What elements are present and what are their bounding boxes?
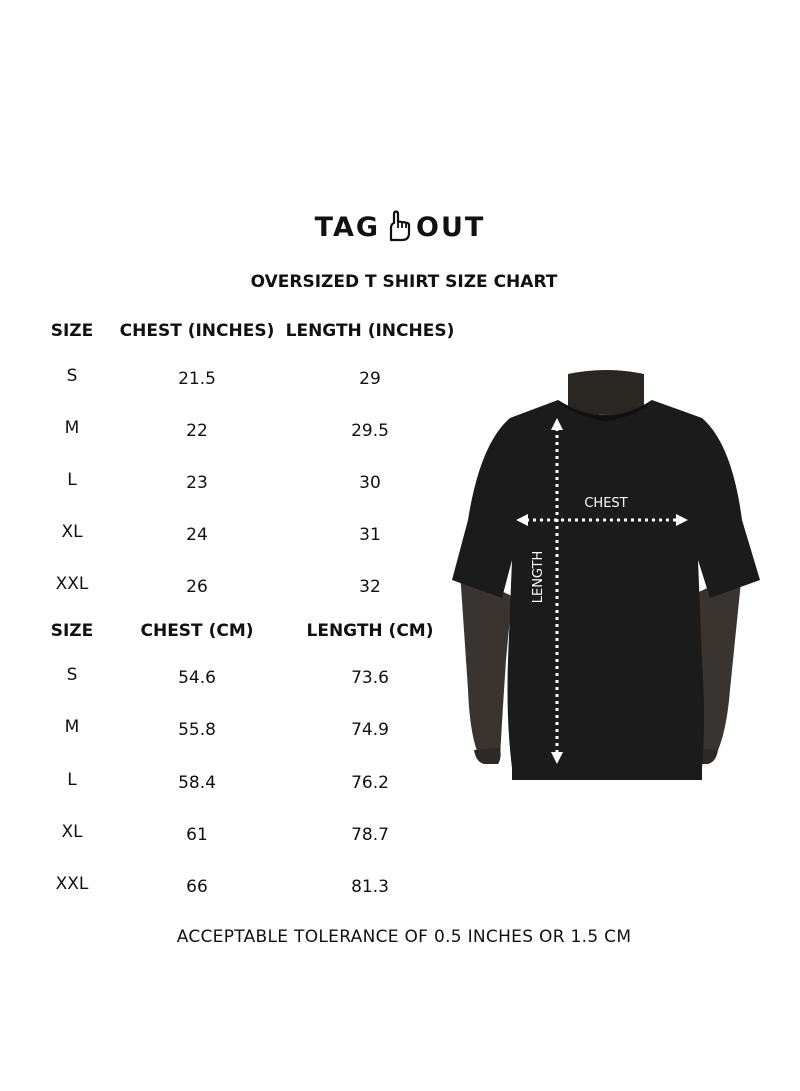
size-cell: L xyxy=(67,770,77,790)
table-header-row xyxy=(0,621,470,651)
table-row xyxy=(0,874,470,904)
table-row xyxy=(0,366,470,396)
header-length: LENGTH (CM) xyxy=(306,621,434,641)
header-length: LENGTH (INCHES) xyxy=(285,321,455,341)
length-cell: 74.9 xyxy=(351,720,389,740)
header-chest: CHEST (CM) xyxy=(140,621,254,641)
pointing-hand-icon xyxy=(382,210,414,242)
table-row xyxy=(0,418,470,448)
size-cell: S xyxy=(66,366,78,386)
size-cell: M xyxy=(64,717,80,737)
chest-cell: 58.4 xyxy=(178,773,216,793)
table-row xyxy=(0,822,470,852)
header-size: SIZE xyxy=(50,321,94,341)
length-cell: 29 xyxy=(359,369,381,389)
chest-cell: 54.6 xyxy=(178,668,216,688)
size-cell: XL xyxy=(61,822,83,842)
size-cell: XXL xyxy=(55,574,89,594)
length-label: LENGTH xyxy=(531,550,546,604)
chest-cell: 21.5 xyxy=(178,369,216,389)
chest-cell: 22 xyxy=(186,421,208,441)
header-size: SIZE xyxy=(50,621,94,641)
table-row xyxy=(0,770,470,800)
length-cell: 78.7 xyxy=(351,825,389,845)
chest-label: CHEST xyxy=(584,496,628,511)
brand-name-right: OUT xyxy=(416,212,486,243)
brand-name-left: TAG xyxy=(314,212,381,243)
chest-cell: 61 xyxy=(186,825,208,845)
size-cell: XXL xyxy=(55,874,89,894)
brand-logo xyxy=(0,210,800,243)
size-cell: S xyxy=(66,665,78,685)
length-cell: 32 xyxy=(359,577,381,597)
table-row xyxy=(0,717,470,747)
header-chest: CHEST (INCHES) xyxy=(119,321,275,341)
length-cell: 31 xyxy=(359,525,381,545)
length-cell: 73.6 xyxy=(351,668,389,688)
length-cell: 81.3 xyxy=(351,877,389,897)
chest-cell: 24 xyxy=(186,525,208,545)
size-cell: M xyxy=(64,418,80,438)
table-row xyxy=(0,574,470,604)
size-cell: L xyxy=(67,470,77,490)
chest-cell: 26 xyxy=(186,577,208,597)
chest-cell: 55.8 xyxy=(178,720,216,740)
tolerance-note: ACCEPTABLE TOLERANCE OF 0.5 INCHES OR 1.5 CM xyxy=(176,927,632,947)
chest-cell: 23 xyxy=(186,473,208,493)
tshirt-figure xyxy=(440,360,770,780)
table-row xyxy=(0,665,470,695)
table-header-row xyxy=(0,321,470,351)
length-cell: 30 xyxy=(359,473,381,493)
length-cell: 29.5 xyxy=(351,421,389,441)
length-cell: 76.2 xyxy=(351,773,389,793)
size-cell: XL xyxy=(61,522,83,542)
chest-cell: 66 xyxy=(186,877,208,897)
chart-title: OVERSIZED T SHIRT SIZE CHART xyxy=(250,272,558,292)
table-row xyxy=(0,470,470,500)
tshirt-illustration xyxy=(440,360,770,780)
table-row xyxy=(0,522,470,552)
